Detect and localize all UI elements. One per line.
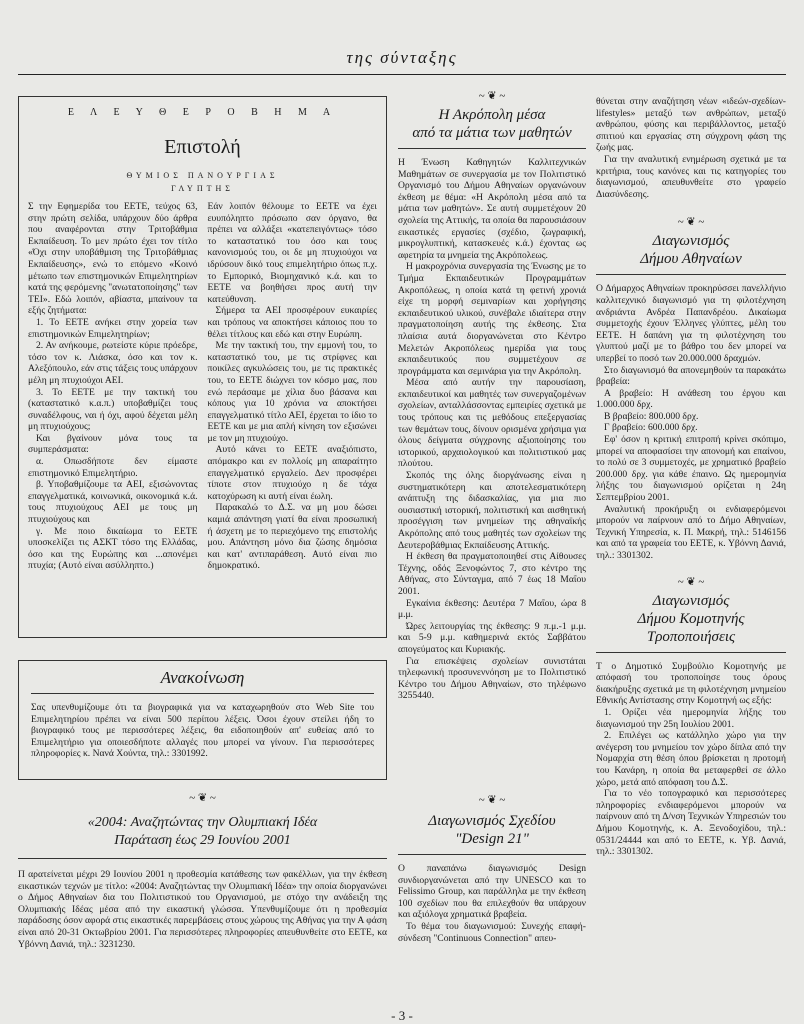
ornament-icon: ~ ❦ ~ [478,90,506,102]
design-continued: Για την αναλυτική ενημέρωση σχετικά με τα κριτήρια, τους κανόνες και τις κατηγορίες του διαγωνισμού, απευθυνθείτε στο γραφείο Διασύνδεσης. [596,153,786,200]
olympic-text: Π αρατείνεται μέχρι 29 Ιουνίου 2001 η προθεσμία κατάθεσης των φακέλλων, για την έκθεση εικαστικών τεχνών με τίτλο: «2004: Αναζητώντας την Ολυμπιακή Ιδέα» την οποία διοργανώνει ο Δήμος Αθηναίων δια του Πολιτιστικού του Οργανισμού, με στόχο την ανάδειξη της Ολυμπιακής Ιδέας μέσα από την εικαστική γλώσσα. Υπενθυμίζουμε ότι η προθεσμία παράδοσης όσον αφορά στις εικαστικές παρεμβάσεις στους χώρους της Αθήνας για την Α φάση είναι από 20-31 Οκτωβρίου 2001. Για περισσότερες πληροφορίες απευθυνθείτε στο ΕΕΤΕ, κα Υβόννη Δανιά, τηλ.: 3231230. [18,869,387,950]
olympic-rule [18,858,387,859]
letter-paragraph: Εάν λοιπόν θέλουμε το ΕΕΤΕ να έχει ευυπόληπτο πρόσωπο σαν όργανο, θα πρέπει να αλλάξει «κατεπειγόντως» τόσο το καταστατικό του όσο και τους κανονισμούς του, οι δε μη πτυχιούχοι να ιδρύσουν δικό τους επιμελητήριο όπως π.χ. το Εμπορικό, Βιομηχανικό κ.ά. και το ΕΕΤΕ να βοηθήσει προς αυτή την κατεύθυνση. [207,201,377,305]
letter-paragraph: 1. Το ΕΕΤΕ ανήκει στην χορεία των επιστημονικών Επιμελητηρίων; [28,316,198,340]
olympic-subtitle: Παράταση έως 29 Ιουνίου 2001 [114,833,291,848]
letter-column-1 [28,201,198,572]
acropolis-body [398,157,586,702]
letter-author-role: ΓΛΥΠΤΗΣ [171,184,234,193]
komotini-paragraph: 2. Επιλέγει ως κατάλληλο χώρο για την ανέγερση του μνημείου τον χώρο δίπλα από την Νομαρχία στη θέση όπου βρίσκεται η προτομή του Κανάρη, η οποία θα μεταφερθεί σε άλλο χώρο, μετά από απόφαση του Δ.Σ. [596,730,786,788]
letter-paragraph: Αυτό κάνει το ΕΕΤΕ αναξιόπιστο, απόμακρο και εν πολλοίς μη απαραίτητο επαγγελματικό εργαλείο. Δεν προσφέρει τίποτε στον πτυχιούχο η δε τάχα κατοχύρωση κι αυτή είναι έωλη. [207,444,377,502]
acropolis-paragraph: Μέσα από αυτήν την παρουσίαση, εκπαιδευτικοί και μαθητές των συνεργαζομένων σχολείων, ανταλλάσσοντας εμπειρίες σχετικά με τους τρόπους και τις μεθόδους επεξεργασίας των θεμάτων τους, δίνουν ορισμένα χρήσιμα για όλους δείγματα σύγχρονης αξιοποίησης του ιστορικού, αρχαιολογικού και πολιτιστικού μας πλούτου. [398,377,586,470]
vima-banner: Ε Λ Ε Υ Θ Ε Ρ Ο Β Η Μ Α [67,107,338,118]
letter-paragraph: Με την τακτική του, την εμμονή του, το καταστατικό του, με τις στρίφνες και ποικίλες αγκυλώσεις του, με τις πρακτικές του, το ΕΕΤΕ διώχνει τον κόσμο μας, που ενώ περάσαμε με χίλια δυο βάσανα και κόπους για 10 χρόνια να αποκτήσει επαγγελματικό τίτλο ΑΕΙ, έρχεται το ίδιο το ΕΕΤΕ και με μια απλή κίνηση τον εξισώνει με τον μη πτυχιούχο. [207,340,377,444]
komotini-title: Διαγωνισμός [652,592,730,609]
letter-paragraph: γ. Με ποιο δικαίωμα το ΕΕΤΕ υποσκελίζει τις ΑΣΚΤ τόσο της Ελλάδας, όσο και της Ευρώπης και ...απονέμει πτυχία; (Αυτό είναι ασύλληπτο.) [28,525,198,572]
letter-paragraph: Και βγαίνουν μόνα τους τα συμπεράσματα: [28,432,198,456]
komotini-rule [596,652,786,653]
section-header: της σύνταξης [346,48,458,67]
letter-paragraph: 3. Το ΕΕΤΕ με την τακτική του (καταστατικό κ.α.π.) υποβαθμίζει τους συναδέλφους, ναι ή όχι, αφού δέχεται μέλη μη πτυχιούχους; [28,386,198,433]
vima-box [18,96,387,638]
acropolis-paragraph: Η έκθεση θα πραγματοποιηθεί στις Αίθουσες Τέχνης, οδός Ξενοφώντος 7, στο κέντρο της Αθήνας, στο Σύνταγμα, από 7 έως 18 Μαΐου 2001. [398,551,586,597]
komotini-paragraph: 1. Ορίζει νέα ημερομηνία λήξης του διαγωνισμού την 25η Ιουλίου 2001. [596,706,786,730]
announcement-text: Σας υπενθυμίζουμε ότι τα βιογραφικά για να καταχωρηθούν στο Web Site του Επιμελητηρίου πρέπει να είναι 500 περίπου λέξεις. Όσοι έχουν στείλει ήδη το βιογραφικό τους με περισσότερες λέξεις, θα ειδοποιηθούν απ' ευθείας από το Επιμελητήριο για οποιεσδήποτε αλλαγές που μπορεί να γίνουν. Για περισσότερες πληροφορίες κ. Νανά Χούντα, τηλ.: 3301992. [31,702,374,760]
komotini-subtitle-2: Τροποποιήσεις [646,628,736,645]
acropolis-paragraph: Σκοπός της όλης διοργάνωσης είναι η συστηματικότερη και αποτελεσματικότερη ανάπτυξη της διδασκαλίας, για μια πιο ουσιαστική ιστορική, πολιτιστική και αισθητική προσέγγιση των μνημείων της αθηναϊκής Ακρόπολης από τους μαθητές των σχολείων της Δευτεροβάθμιας Εκπαίδευσης Αττικής. [398,470,586,551]
acropolis-rule [398,148,586,149]
letter-paragraph: Σήμερα τα ΑΕΙ προσφέρουν ευκαιρίες και τρόπους να αποκτήσει κάποιος που το θέλει τίτλους και εδώ και στην Ευρώπη. [207,305,377,340]
olympic-section [18,792,387,950]
athens-section [596,216,786,561]
athens-rule [596,274,786,275]
acropolis-paragraph: Εγκαίνια έκθεσης: Δευτέρα 7 Μαΐου, ώρα 8 μ.μ. [398,597,586,621]
athens-paragraph: Γ βραβείο: 600.000 δρχ. [604,422,698,434]
letter-paragraph: α. Οπωσδήποτε δεν είμαστε επιστημονικό Επιμελητήριο. [28,456,198,479]
acropolis-paragraph: Για επισκέψεις σχολείων συνιστάται τηλεφωνική προσυνεννόηση με το Πολιτιστικό Κέντρο του Δήμου Αθηναίων, στο τηλέφωνο 3255440. [398,655,586,702]
ornament-icon: ~ ❦ ~ [478,794,506,806]
acropolis-paragraph: Η Ένωση Καθηγητών Καλλιτεχνικών Μαθημάτων σε συνεργασία με τον Πολιτιστικό Οργανισμό του Δήμου Αθηναίων οργανώνουν έκθεση με θέμα: «Η Ακρόπολη μέσα από τα μάτια των μαθητών». Σε αυτή συμμετέχουν 20 σχολεία της Αττικής, τα οποία θα παρουσιάσουν εικαστικές εργασίες (σχέδιο, ζωγραφική, μικρογλυπτική, κατασκευές κ.ά.) έχοντας ως αφετηρία τα μνημεία της Ακρόπολεως. [398,157,586,261]
announcement-rule [31,693,374,694]
letter-paragraph: β. Υποβαθμίζουμε τα ΑΕΙ, εξισώνοντας επαγγελματικά, κοινωνικά, οικονομικά κ.ά. τους πτυχιούχους ΑΕΙ με τους μη πτυχιούχους και [28,479,198,526]
athens-paragraph: Α βραβείο: Η ανάθεση του έργου και 1.000.000 δρχ. [596,387,786,411]
design-paragraph: Ο παναπάνω διαγωνισμός Design συνδιοργανώνεται από την UNESCO και το Felissimo Group, και παράλληλα με την έκθεση 100 σχεδίων που θα επιλεχθούν θα υπάρχουν και αξιόλογα χρηματικά βραβεία. [398,863,586,921]
ornament-icon: ~ ❦ ~ [189,792,216,804]
acropolis-subtitle: από τα μάτια των μαθητών [412,125,572,141]
acropolis-paragraph: Η μακροχρόνια συνεργασία της Ένωσης με το Τμήμα Εκπαιδευτικών Προγραμμάτων Ακροπόλεως, η οποία κατά τη φετινή χρονιά είχε τη μορφή σεμιναρίων και χορήγησης εκπαιδευτικού υλικού, συνέβαλε ιδιαίτερα στην πραγματοποίηση αυτής της έκθεσης. Στα πλαίσια αυτά διοργανώνεται στο Κέντρο Μελετών Ακροπόλεως ημερίδα για τους εκπαιδευτικούς που συμμετέχουν σε προγράμματα και σεμινάρια για την Ακρόπολη. [398,261,586,377]
komotini-paragraph: Τ ο Δημοτικό Συμβούλιο Κομοτηνής με απόφασή του τροποποίησε τους όρους διακήρυξης σχετικά με τη φιλοτέχνηση μνημείου Εθνικής Αντίστασης στην Κομοτηνή ως εξής: [596,660,786,707]
letter-paragraph: Παρακαλώ το Δ.Σ. να μη μου δώσει καμιά απάντηση γιατί θα είναι προσωπική ή άσχετη με το περιεχόμενο της επιστολής μου. Απάντηση μόνο δια ζώσης δημόσια και κατ' αντιπαράθεση. Αυτό είναι πιο δημοκρατικό. [207,502,377,572]
athens-paragraph: Ο Δήμαρχος Αθηναίων προκηρύσσει πανελλήνιο καλλιτεχνικό διαγωνισμό για τη φιλοτέχνηση ανδριάντα Ανδρέα Παπανδρέου. Δικαίωμα συμμετοχής έχουν Έλληνες γλύπτες, μέλη του ΕΕΤΕ. Η δαπάνη για τη φιλοτέχνηση του γλυπτού μαζί με το βάθρο του δεν μπορεί να υπερβεί το ποσό των 20.000.000 δραχμών. [596,283,786,364]
design-continued: θύνεται στην αναζήτηση νέων «ιδεών-σχεδίων-lifestyles» μεταξύ των ανθρώπων, μεταξύ ανθρώπου, φύσης και περιβάλλοντος, μεταξύ σπιτιού και εργασίας στη σύγχρονη φάση της ζωής μας. [596,96,786,154]
letter-title: Επιστολή [164,136,241,158]
acropolis-section [398,90,586,702]
acropolis-paragraph: Ώρες λειτουργίας της έκθεσης: 9 π.μ.-1 μ.μ. και 5-9 μ.μ. καθημερινά εκτός Σαββάτου απογεύματος και Κυριακής. [398,620,586,655]
letter-author: ΘΥΜΙΟΣ ΠΑΝΟΥΡΓΙΑΣ [126,171,279,180]
design-paragraph: Το θέμα του διαγωνισμού: Συνεχής επαφή-σύνδεση "Continuous Connection" απευ- [398,920,586,944]
komotini-paragraph: Για το νέο τοπογραφικό και περισσότερες πληροφορίες ενδιαφερόμενοι μπορούν να παίρνουν από τη Δ/νση Τεχνικών Υπηρεσιών του Δήμου Κομοτηνής, κ. Α. Ξενοδοχίδου, τηλ.: 0531/24444 και από το ΕΕΤΕ, κ. Υβ. Δανιά, τηλ.: 3301302. [596,788,786,858]
athens-paragraph: Αναλυτική προκήρυξη οι ενδιαφερόμενοι μπορούν να παίρνουν από το Δήμο Αθηναίων, Τεχνική Υπηρεσία, κ. Π. Μακρή, τηλ.: 5146156 και από τα γραφεία του ΕΕΤΕ, κ. Υβόννη Δανιά, τηλ.: 3301302. [596,503,786,561]
page-number: - 3 - [391,1008,413,1023]
komotini-section [596,576,786,858]
letter-paragraph: Σ την Εφημερίδα του ΕΕΤΕ, τεύχος 63, στην πρώτη σελίδα, υπάρχουν δύο άρθρα που αναφέρονται στην Τριτοβάθμια Εκπαίδευση. Το μεν πρώτο έχει τον τίτλο «Όχι στην υποβάθμιση της Τριτοβάθμιας Εκπαίδευσης», ενώ το επόμενο «Κοινό μέτωπο των επιστημονικών Επιμελητηρίων κατά της φερόμενης "ανωτατοποίησης" των ΤΕΙ». Εδώ λοιπόν, αβίαστα, μπαίνουν τα εξής ζητήματα: [28,201,198,317]
komotini-subtitle: Δήμου Κομοτηνής [637,610,745,627]
athens-paragraph: Στο διαγωνισμό θα απονεμηθούν τα παρακάτω βραβεία: [596,364,786,388]
right-column [596,96,786,858]
letter-column-2 [208,201,378,572]
design-title: Διαγωνισμός Σχεδίου [428,813,556,829]
design-rule [398,854,586,855]
ornament-icon: ~ ❦ ~ [677,216,705,229]
athens-paragraph: Β βραβείο: 800.000 δρχ. [604,410,699,422]
design-subtitle: "Design 21" [455,831,529,847]
header-rule [18,74,786,75]
announcement-box [18,660,387,780]
design-section [398,794,586,944]
acropolis-title: Η Ακρόπολη μέσα [438,107,546,123]
olympic-title: «2004: Αναζητώντας την Ολυμπιακή Ιδέα [87,815,318,830]
athens-title: Διαγωνισμός [652,233,730,250]
announcement-title: Ανακοίνωση [160,668,245,687]
ornament-icon: ~ ❦ ~ [677,575,705,588]
letter-paragraph: 2. Αν ανήκουμε, ρωτείστε κύριε πρόεδρε, τόσο τον κ. Λιάσκα, όσο και τον κ. Αλεξόπουλο, εάν στις τάξεις τους υπάρχουν μέλη μη πτυχιούχοι ΑΕΙ. [28,340,198,386]
athens-paragraph: Εφ' όσον η κριτική επιτροπή κρίνει σκόπιμο, μπορεί να αποφασίσει την απονομή και επαίνου, το πολύ σε 3 συμμετοχές, με χρηματικό βραβείο 200.000 δρχ. για κάθε έπαινο. Ως ημερομηνία λήξης του διαγωνισμού ορίζεται η 24η Σεπτεμβρίου 2001. [596,434,786,504]
athens-subtitle: Δήμου Αθηναίων [640,251,742,268]
